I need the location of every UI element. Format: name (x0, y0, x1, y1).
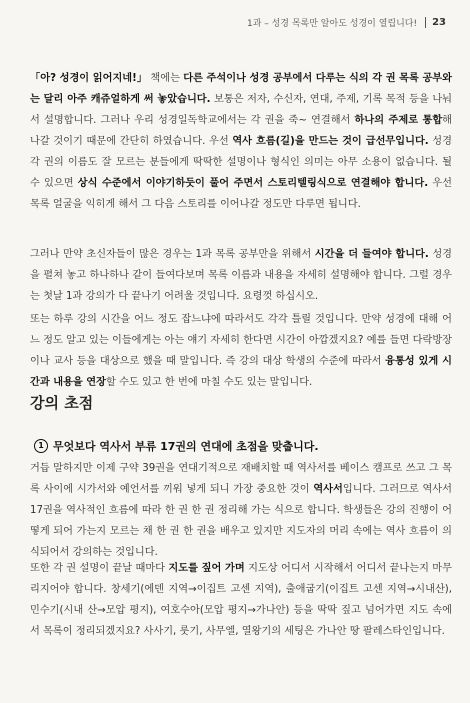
body-text: 성경 각 권의 이름도 잘 모르는 분들에게 딱딱한 설명이나 형식인 의미는 아무 소용이 없습니다. 될 수 있으면 (30, 136, 452, 189)
section-heading: 강의 초점 (30, 394, 94, 412)
bold-text: 시간을 더 들여야 합니다. (314, 249, 429, 260)
body-text: 그러나 만약 초신자들이 많은 경우는 1과 목록 공부만을 위해서 (30, 249, 315, 260)
paragraph-5 (30, 558, 452, 642)
bold-text: 다른 주석이나 성경 공부에서 다루는 식의 각 권 목록 공부와는 달리 아주 캐쥬얼하게 써 놓았습니다. (30, 73, 452, 105)
circled-number: 1 (34, 439, 48, 453)
paragraph-4 (30, 458, 452, 563)
body-text: 또는 하루 강의 시간을 어느 정도 잡느냐에 따라서도 각각 틀릴 것입니다. 만약 성경에 대해 어느 정도 알고 있는 이들에게는 아는 얘기 자세히 한다면 시간이 아깝겠지요? 예를 들면 다락방장이나 교사 등을 대상으로 했을 때 말입니다. 즉 강의 대상 학생의 수준에 따라서 (30, 314, 452, 367)
body-text: 보통은 저자, 수신자, 연대, 주제, 기록 목적 등을 나눠서 설명합니다. 그러나 우리 성경일독학교에서는 각 권을 죽~ 연결해서 (30, 94, 452, 126)
paragraph-3 (30, 309, 452, 393)
page-number: 23 (432, 17, 446, 28)
chapter-title: 1과 – 성경 목록만 알아도 성경이 열립니다! (246, 19, 418, 29)
paragraph-2 (30, 244, 452, 307)
body-text: 지도상 어디서 시작해서 어디서 끝나는지 마무리지어야 합니다. 창세기(에덴 지역→이집트 고센 지역), 출애굽기(이집트 고센 지역→시내산), 민수기(시내 산→모압 평지), 여호수아(모압 평지→가나안) 등을 딱딱 짚고 넘어가면 지도 속에서 목록이 정리되겠지요? 사사기, 룻기, 사무엘, 열왕기의 세팅은 가나안 땅 팔레스타인입니다. (30, 563, 452, 637)
subsection-title: 무엇보다 역사서 부류 17권의 연대에 초점을 맞춥니다. (53, 440, 319, 453)
bold-text: 융통성 있게 시간과 내용을 연장 (30, 356, 452, 388)
bold-text: 지도를 짚어 가며 (168, 563, 245, 574)
body-text: 해 나갈 것이기 때문에 간단히 하였습니다. 우선 (30, 115, 453, 147)
bold-text: 역사서 (313, 484, 343, 495)
body-text: 거듭 말하지만 이제 구약 39권을 연대기적으로 재배치할 때 역사서를 베이스 캠프로 쓰고 그 목록 사이에 시가서와 예언서를 끼워 넣게 되니 가장 중요한 것이 (30, 463, 452, 495)
paragraph-1 (30, 68, 452, 215)
bold-text: 상식 수준에서 이야기하듯이 풀어 주면서 스토리텔링식으로 연결해야 합니다. (77, 178, 429, 189)
running-header (24, 16, 446, 29)
body-text: 또한 각 권 설명이 끝날 때마다 (30, 563, 169, 574)
body-text: 책에는 (147, 73, 184, 84)
body-text: 성경을 펼쳐 놓고 하나하나 같이 들여다보며 목록 이름과 내용을 자세히 설명해야 합니다. 그럴 경우는 첫날 1과 강의가 다 끝나기 어려울 것입니다. 요령껏 하십시오. (30, 249, 453, 302)
bold-text: 하나의 주제로 통합 (354, 115, 443, 126)
divider (425, 17, 426, 28)
body-text: 우선 목록 얼굴을 익히게 해서 그 다음 스토리를 이어나갈 정도만 다루면 됩니다. (30, 178, 452, 210)
body-text: 입니다. 그러므로 역사서 17권을 역사적인 흐름에 따라 한 권 한 권 정리해 가는 식으로 합니다. 학생들은 강의 진행이 어떻게 되어 가는지 모르는 채 한 권 한 권을 배우고 있지만 지도자의 머리 속에는 역사 흐름이 의식되어서 강의하는 것입니다. (30, 484, 452, 558)
bold-text: 역사 흐름(길)을 만드는 것이 급선무입니다. (232, 136, 429, 147)
subsection-heading (34, 438, 319, 454)
body-text: 할 수도 있고 한 번에 마칠 수도 있는 말입니다. (105, 377, 313, 388)
bold-text: 「아? 성경이 읽어지네!」 (30, 73, 148, 84)
